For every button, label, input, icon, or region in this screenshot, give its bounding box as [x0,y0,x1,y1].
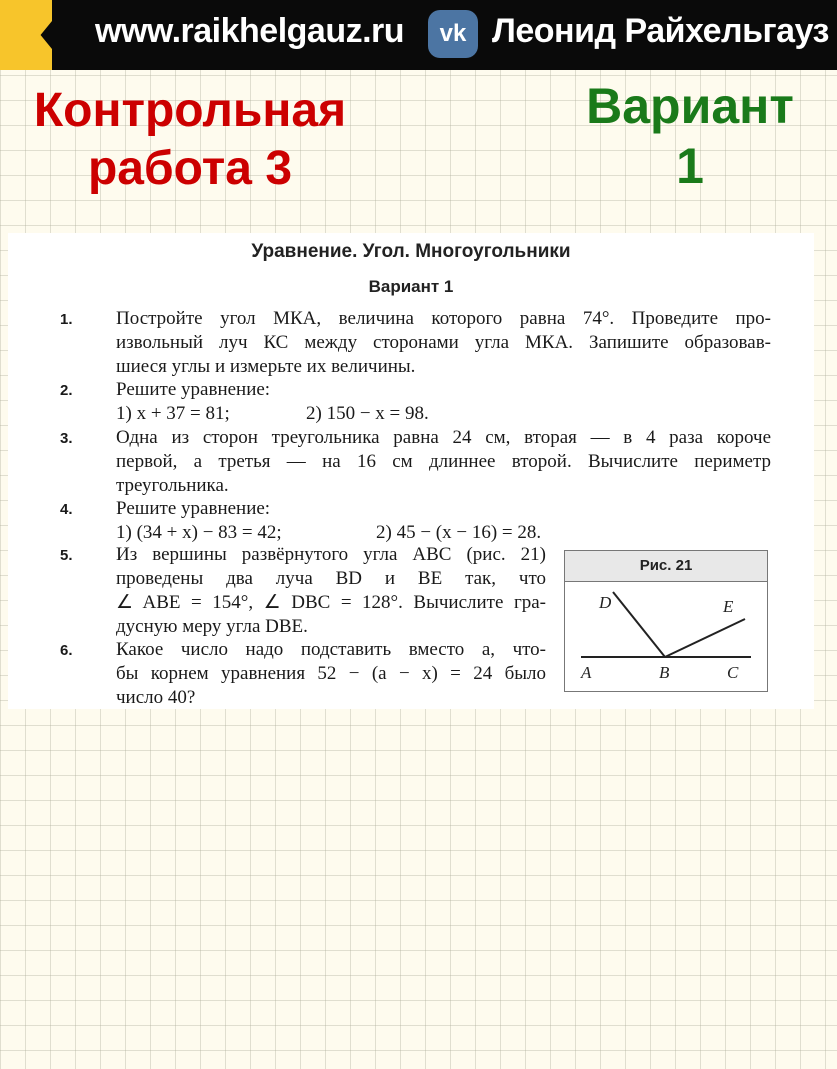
test-title [10,82,370,198]
label-c: C [727,663,739,682]
worksheet-scan [8,233,814,709]
worksheet-topic: Уравнение. Угол. Многоугольники [251,241,571,262]
task-text-line: извольный луч КС между сторонами угла МКА. Запишите образовав- [116,332,771,353]
equation-1: 1) x + 37 = 81; [116,403,230,424]
task-text-line: Какое число надо подставить вместо a, что- [116,639,546,660]
yellow-tab-decoration [0,0,52,70]
worksheet-variant: Вариант 1 [368,277,454,296]
task-text-line: число 40? [116,687,196,708]
label-d: D [599,593,612,612]
task-number: 3. [60,430,73,447]
task-number: 6. [60,642,73,659]
task-text-line: бы корнем уравнения 52 − (a − x) = 24 было [116,663,546,684]
task-number: 1. [60,311,73,328]
equation-2: 2) 150 − x = 98. [306,403,429,424]
variant-word: Вариант [586,78,794,134]
test-title-line1: Контрольная [33,84,347,137]
variant-number: 1 [676,138,704,194]
task-number: 4. [60,501,73,518]
task-text-line: Из вершины развёрнутого угла ABC (рис. 21) [116,544,546,565]
figure-21 [564,550,768,692]
vk-logo-icon: vk [428,10,478,58]
task-text-line: проведены два луча BD и BE так, что [116,568,546,589]
figure-caption: Рис. 21 [565,551,767,582]
ray-bd [613,592,665,657]
task-text-line: Решите уравнение: [116,379,271,400]
angle-diagram [565,582,767,690]
task-text-line: Решите уравнение: [116,498,271,519]
task-text-line: Одна из сторон треугольника равна 24 см, вторая — в 4 раза короче [116,427,771,448]
label-a: A [581,663,592,682]
ray-be [665,619,745,657]
task-number: 2. [60,382,73,399]
task-text-line: шиеся углы и измерьте их величины. [116,356,416,377]
label-e: E [723,597,734,616]
variant-title [570,76,810,196]
site-url: www.raikhelgauz.ru [95,12,405,50]
task-text-line: дусную меру угла DBE. [116,616,308,637]
label-b: B [659,663,670,682]
task-text-line: ∠ ABE = 154°, ∠ DBC = 128°. Вычислите гра- [116,592,546,613]
task-number: 5. [60,547,73,564]
test-title-line2: работа 3 [87,142,293,195]
task-text-line: Постройте угол МКА, величина которого равна 74°. Проведите про- [116,308,771,329]
equation-2: 2) 45 − (x − 16) = 28. [376,522,542,543]
top-banner [0,0,837,70]
author-name: Леонид Райхельгауз [492,12,829,50]
task-text-line: треугольника. [116,475,229,496]
equation-1: 1) (34 + x) − 83 = 42; [116,522,282,543]
task-text-line: первой, а третья — на 16 см длиннее второй. Вычислите периметр [116,451,771,472]
